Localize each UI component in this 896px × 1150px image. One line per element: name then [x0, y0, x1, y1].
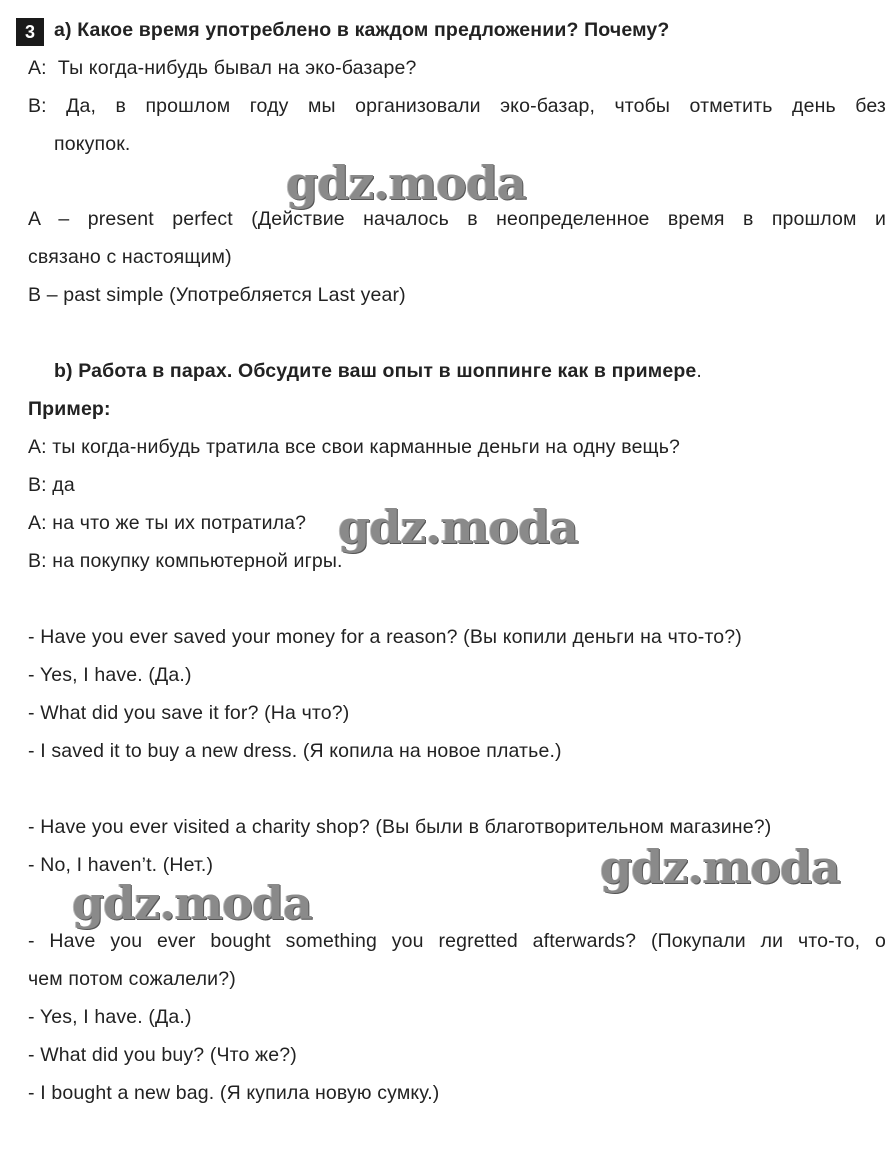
dialogue-line: - I saved it to buy a new dress. (Я копила на новое платье.) [28, 740, 562, 762]
dialogue-line: - Have you ever saved your money for a reason? (Вы копили деньги на что-то?) [28, 626, 742, 648]
dialogue-line: чем потом сожалели?) [28, 968, 236, 990]
dialogue-line: - What did you buy? (Что же?) [28, 1044, 297, 1066]
example-line: B: на покупку компьютерной игры. [28, 550, 343, 572]
example-line: A: на что же ты их потратила? [28, 512, 307, 534]
example-line: A: ты когда-нибудь тратила все свои карманные деньги на одну вещь? [28, 436, 681, 458]
part-b-heading: b) Работа в парах. Обсудите ваш опыт в шоппинге как в примере [54, 360, 697, 382]
watermark: gdz.moda [72, 876, 312, 930]
part-b-heading-row [54, 352, 896, 390]
watermark: gdz.moda [600, 840, 840, 894]
dialogue-line: - Have you ever visited a charity shop? (Вы были в благотворительном магазине?) [28, 816, 772, 838]
part-b-heading-end: . [696, 360, 702, 382]
watermark: gdz.moda [338, 500, 578, 554]
watermark: gdz.moda [286, 156, 526, 210]
example-label: Пример: [28, 398, 111, 420]
exercise-number-badge: 3 [16, 18, 44, 46]
part-a-heading: a) Какое время употреблено в каждом предложении? Почему? [54, 19, 670, 41]
example-line: B: да [28, 474, 75, 496]
dialogue-line: - Yes, I have. (Да.) [28, 664, 192, 686]
dialogue-line: - Yes, I have. (Да.) [28, 1006, 192, 1028]
part-a-answer-line: связано с настоящим) [28, 246, 232, 268]
part-a-answer-line: B – past simple (Употребляется Last year) [28, 284, 406, 306]
part-a-answer-line: A – present perfect (Действие началось в неопределенное время в прошлом и [28, 208, 886, 230]
dialogue-line: - Have you ever bought something you regretted afterwards? (Покупали ли что-то, о [28, 930, 886, 952]
dialogue-line: - No, I haven’t. (Нет.) [28, 854, 214, 876]
dialogue-line: - What did you save it for? (На что?) [28, 702, 350, 724]
part-a-dialogue-line: B: Да, в прошлом году мы организовали эко-базар, чтобы отметить день без [28, 95, 886, 117]
dialogue-line: - I bought a new bag. (Я купила новую сумку.) [28, 1082, 440, 1104]
part-a-dialogue-line: A: Ты когда-нибудь бывал на эко-базаре? [28, 57, 417, 79]
part-a-dialogue-line: покупок. [54, 133, 131, 155]
